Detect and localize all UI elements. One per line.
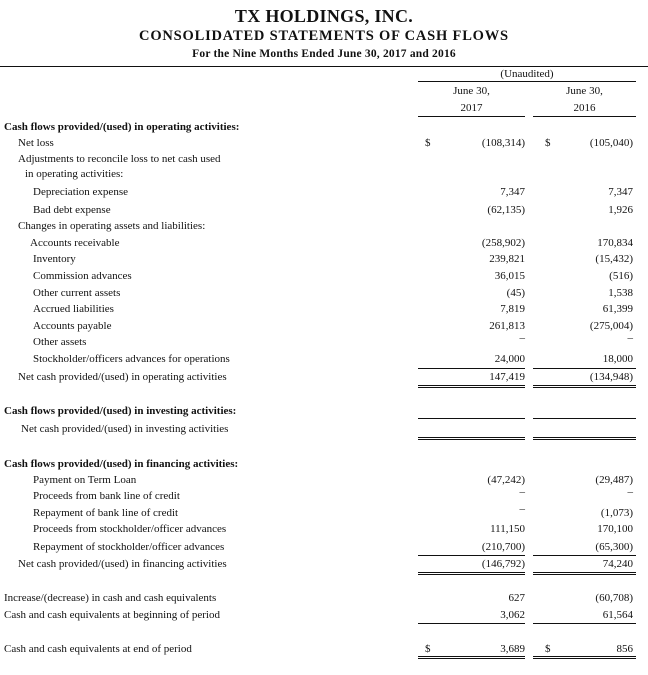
line-item-label: Changes in operating assets and liabilities: xyxy=(18,220,206,232)
value-2016: – xyxy=(627,332,633,344)
value-2016: 18,000 xyxy=(602,353,633,365)
value-2017: (146,792) xyxy=(481,558,525,570)
total-rule-2017 xyxy=(418,555,525,556)
company-name: TX HOLDINGS, INC. xyxy=(234,6,414,26)
line-item-label: Depreciation expense xyxy=(33,186,128,198)
line-item-label: Stockholder/officers advances for operations xyxy=(33,353,230,365)
value-2016: (105,040) xyxy=(589,137,633,149)
value-2017: (258,902) xyxy=(481,237,525,249)
line-item-label: Accrued liabilities xyxy=(33,303,114,315)
line-item-label: Cash and cash equivalents at end of period xyxy=(4,643,192,655)
total-rule-2016 xyxy=(533,574,636,575)
line-item-label: in operating activities: xyxy=(25,168,124,180)
column-2017-date: June 30, xyxy=(453,85,490,97)
value-2016: – xyxy=(627,486,633,498)
value-2017: 239,821 xyxy=(489,253,525,265)
column-header-rule-2017 xyxy=(418,116,525,117)
value-2017: (47,242) xyxy=(487,474,525,486)
value-2017: 7,347 xyxy=(500,186,525,198)
value-2017: 3,062 xyxy=(500,609,525,621)
column-header-rule-2016 xyxy=(533,116,636,117)
line-item-label: Net cash provided/(used) in investing activities xyxy=(21,423,229,435)
statement-title: CONSOLIDATED STATEMENTS OF CASH FLOWS xyxy=(139,28,509,44)
header-rule xyxy=(0,66,648,67)
value-2017: 24,000 xyxy=(494,353,525,365)
line-item-label: Other assets xyxy=(33,336,87,348)
total-rule-2016 xyxy=(533,555,636,556)
total-rule-2017 xyxy=(418,623,525,624)
currency-symbol: $ xyxy=(425,137,431,149)
value-2016: 61,399 xyxy=(602,303,633,315)
value-2016: (516) xyxy=(609,270,633,282)
line-item-label: Repayment of bank line of credit xyxy=(33,507,179,519)
total-rule-2016 xyxy=(533,437,636,438)
value-2017: 36,015 xyxy=(494,270,525,282)
value-2016: (60,708) xyxy=(595,592,633,604)
line-item-label: Adjustments to reconcile loss to net cash used xyxy=(18,153,221,165)
value-2017: (62,135) xyxy=(487,204,525,216)
currency-symbol: $ xyxy=(545,137,551,149)
value-2016: 170,834 xyxy=(597,237,633,249)
value-2017: 3,689 xyxy=(500,643,525,655)
line-item-label: Commission advances xyxy=(33,270,132,282)
value-2017: 627 xyxy=(508,592,525,604)
value-2016: (15,432) xyxy=(595,253,633,265)
total-rule-2016 xyxy=(533,658,636,659)
column-2017-year: 2017 xyxy=(460,102,483,114)
total-rule-2017 xyxy=(418,437,525,438)
value-2016: (134,948) xyxy=(589,371,633,383)
value-2017: (108,314) xyxy=(481,137,525,149)
total-rule-2016 xyxy=(533,623,636,624)
value-2017: – xyxy=(519,332,525,344)
line-item-label: Bad debt expense xyxy=(33,204,111,216)
value-2016: 1,926 xyxy=(608,204,633,216)
line-item-label: Inventory xyxy=(33,253,76,265)
total-rule-2017 xyxy=(418,439,525,440)
value-2016: 1,538 xyxy=(608,287,633,299)
value-2016: 74,240 xyxy=(602,558,633,570)
total-rule-2016 xyxy=(533,385,636,386)
section-heading: Cash flows provided/(used) in investing activities: xyxy=(4,405,237,417)
value-2016: (29,487) xyxy=(595,474,633,486)
total-rule-2017 xyxy=(418,658,525,659)
currency-symbol: $ xyxy=(545,643,551,655)
line-item-label: Net loss xyxy=(18,137,54,149)
value-2017: – xyxy=(519,486,525,498)
value-2016: (65,300) xyxy=(595,541,633,553)
value-2017: 261,813 xyxy=(489,320,525,332)
section-heading: Cash flows provided/(used) in operating activities: xyxy=(4,121,240,133)
section-heading: Cash flows provided/(used) in financing activities: xyxy=(4,458,239,470)
line-item-label: Proceeds from bank line of credit xyxy=(33,490,180,502)
currency-symbol: $ xyxy=(425,643,431,655)
value-2016: 61,564 xyxy=(602,609,633,621)
value-2017: (210,700) xyxy=(481,541,525,553)
line-item-label: Repayment of stockholder/officer advances xyxy=(33,541,225,553)
total-rule-2016 xyxy=(533,439,636,440)
column-2016-year: 2016 xyxy=(573,102,596,114)
value-2016: 7,347 xyxy=(608,186,633,198)
value-2017: 147,419 xyxy=(489,371,525,383)
total-rule-2016 xyxy=(533,572,636,573)
column-2016-date: June 30, xyxy=(566,85,603,97)
total-rule-2017 xyxy=(418,418,525,419)
value-2017: 111,150 xyxy=(490,523,525,535)
total-rule-2016 xyxy=(533,418,636,419)
value-2017: (45) xyxy=(506,287,525,299)
line-item-label: Other current assets xyxy=(33,287,121,299)
statement-period: For the Nine Months Ended June 30, 2017 and 2016 xyxy=(192,48,456,60)
total-rule-2017 xyxy=(418,572,525,573)
total-rule-2017 xyxy=(418,656,525,657)
line-item-label: Increase/(decrease) in cash and cash equivalents xyxy=(4,592,217,604)
value-2016: 856 xyxy=(616,643,633,655)
line-item-label: Net cash provided/(used) in financing activities xyxy=(18,558,227,570)
value-2016: (1,073) xyxy=(600,507,633,519)
total-rule-2017 xyxy=(418,385,525,386)
value-2016: 170,100 xyxy=(597,523,633,535)
total-rule-2017 xyxy=(418,387,525,388)
total-rule-2016 xyxy=(533,656,636,657)
line-item-label: Proceeds from stockholder/officer advances xyxy=(33,523,227,535)
total-rule-2016 xyxy=(533,387,636,388)
unaudited-label: (Unaudited) xyxy=(500,68,554,80)
total-rule-2017 xyxy=(418,368,525,369)
total-rule-2016 xyxy=(533,368,636,369)
line-item-label: Accounts receivable xyxy=(30,237,120,249)
line-item-label: Accounts payable xyxy=(33,320,112,332)
line-item-label: Payment on Term Loan xyxy=(33,474,137,486)
value-2017: 7,819 xyxy=(500,303,525,315)
total-rule-2017 xyxy=(418,574,525,575)
unaudited-rule xyxy=(418,81,636,82)
line-item-label: Net cash provided/(used) in operating activities xyxy=(18,371,227,383)
value-2016: (275,004) xyxy=(589,320,633,332)
line-item-label: Cash and cash equivalents at beginning of period xyxy=(4,609,220,621)
value-2017: – xyxy=(519,503,525,515)
